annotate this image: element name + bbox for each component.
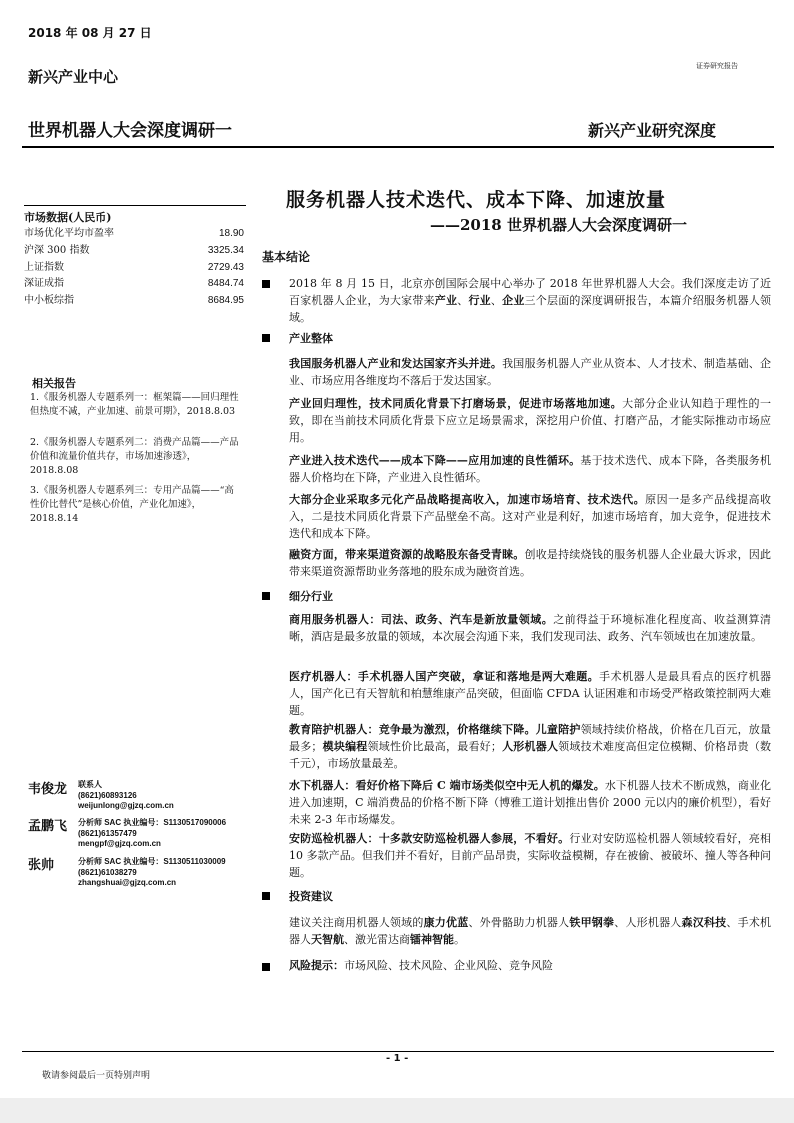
header-rule [22, 146, 774, 148]
subsection-heading: 产业整体 [289, 332, 333, 345]
market-value: 2729.43 [207, 262, 244, 273]
bullet-icon [262, 280, 270, 288]
market-label: 市场优化平均市盈率 [24, 228, 114, 239]
org-name: 新兴产业中心 [28, 68, 119, 86]
page-number: - 1 - [386, 1053, 409, 1064]
market-value: 8684.95 [207, 295, 244, 306]
analyst-role: 分析师 SAC 执业编号：S1130511030009 [78, 857, 226, 866]
market-label: 深证成指 [24, 278, 64, 289]
bullet-icon [262, 892, 270, 900]
related-report-item[interactable]: 3.《服务机器人专题系列三：专用产品篇——“高性价比替代”是核心价值，产业化加速》，2018.8.14 [30, 485, 234, 524]
analyst-role: 分析师 SAC 执业编号：S1130517090006 [78, 818, 227, 827]
intro-paragraph: 2018 年 8 月 15 日，北京亦创国际会展中心举办了 2018 年世界机器人大会。我们深度走访了近百家机器人企业，为大家带来产业、行业、企业三个层面的深度调研报告，本篇介绍服务机器人领域。 [289, 277, 772, 324]
segment-paragraph: 安防巡检机器人：十多款安防巡检机器人参展，不看好。行业对安防巡检机器人领域较看好，亮相 10 多款产品。但我们并不看好，目前产品昂贵，实际收益模糊，存在被偷、被破坏、撞人等各种问题。 [289, 832, 772, 879]
subsection-heading: 细分行业 [289, 590, 333, 603]
industry-paragraph: 融资方面，带来渠道资源的战略股东备受青睐。创收是持续烧钱的服务机器人企业最大诉求，因此带来渠道资源帮助业务落地的股东成为融资首选。 [289, 548, 771, 578]
analyst-name: 张帅 [28, 858, 55, 873]
segment-paragraph: 商用服务机器人：司法、政务、汽车是新放量领域。之前得益于环境标准化程度高、收益测算清晰，酒店是最多放量的领域，本次展会沟通下来，我们发现司法、政务、汽车领域也在加速放量。 [289, 613, 771, 643]
bullet-icon [262, 592, 270, 600]
market-value: 18.90 [218, 228, 244, 239]
industry-paragraph: 大部分企业采取多元化产品战略提高收入，加速市场培育、技术迭代。原因一是多产品线提高收入，二是技术同质化背景下产品壁垒不高。这对产业是利好，加速市场培育，加大竞争，促进技术迭代和成本下降。 [289, 493, 772, 540]
report-type: 证券研究报告 [696, 62, 738, 70]
industry-paragraph: 产业回归理性，技术同质化背景下打磨场景，促进市场落地加速。大部分企业认知趋于理性的一致，即在当前技术同质化背景下应立足场景需求，深挖用户价值、打磨产品，才能实际推动市场应用。 [289, 397, 772, 444]
analyst-email[interactable]: mengpf@gjzq.com.cn [78, 839, 161, 848]
analyst-name: 孟鹏飞 [28, 819, 68, 834]
subsection-heading: 投资建议 [289, 890, 333, 903]
bullet-icon [262, 334, 270, 342]
market-value: 8484.74 [207, 278, 244, 289]
analyst-contact [78, 857, 226, 889]
analyst-phone: (8621)61357479 [78, 828, 137, 838]
analyst-phone: (8621)61038279 [78, 867, 137, 877]
section-heading: 基本结论 [262, 250, 311, 264]
series-title: 世界机器人大会深度调研一 [28, 121, 232, 141]
related-reports-heading: 相关报告 [32, 377, 76, 390]
related-report-item[interactable]: 2.《服务机器人专题系列二：消费产品篇——产品价值和流量价值共存，市场加速渗透》，2018.8.08 [30, 437, 239, 476]
risk-paragraph: 风险提示：市场风险、技术风险、企业风险、竞争风险 [289, 959, 553, 972]
footer-rule [22, 1051, 774, 1052]
main-title: 服务机器人技术迭代、成本下降、加速放量 [286, 189, 667, 211]
sub-title: ——2018 世界机器人大会深度调研一 [430, 216, 687, 234]
market-data-heading: 市场数据(人民币) [24, 211, 112, 224]
analyst-email[interactable]: zhangshuai@gjzq.com.cn [78, 878, 177, 887]
analyst-contact [78, 780, 174, 812]
analyst-email[interactable]: weijunlong@gjzq.com.cn [78, 801, 174, 810]
bullet-icon [262, 963, 270, 971]
industry-paragraph: 我国服务机器人产业和发达国家齐头并进。我国服务机器人产业从资本、人才技术、制造基础、企业、市场应用各维度均不落后于发达国家。 [289, 357, 772, 387]
industry-paragraph: 产业进入技术迭代——成本下降——应用加速的良性循环。基于技术迭代、成本下降，各类服务机器人价格均在下降，产业进入良性循环。 [289, 454, 772, 484]
market-value: 3325.34 [207, 245, 244, 256]
related-report-item[interactable]: 1.《服务机器人专题系列一：框架篇——回归理性但热度不减，产业加速、前景可期》，2018.8.03 [30, 392, 239, 417]
segment-paragraph: 教育陪护机器人：竞争最为激烈，价格继续下降。儿童陪护领域持续价格战，价格在几百元，放量最多；模块编程领域性价比最高，最看好；人形机器人领域技术难度高但定位模糊、价格昂贵（数千元），市场放量最差。 [289, 723, 772, 770]
segment-paragraph: 医疗机器人：手术机器人国产突破，拿证和落地是两大难题。手术机器人是最具看点的医疗机器人，国产化已有天智航和柏慧维康产品突破，但面临 CFDA 认证困难和市场受严格政策控制两大难题。 [289, 670, 772, 717]
sidebar-top-rule [24, 205, 246, 206]
market-label: 中小板综指 [24, 295, 74, 306]
analyst-phone: (8621)60893126 [78, 790, 137, 800]
market-label: 上证指数 [24, 262, 64, 273]
investment-paragraph: 建议关注商用机器人领域的康力优蓝、外骨骼助力机器人铁甲钢拳、人形机器人森汉科技、手术机器人天智航、激光雷达商镭神智能。 [289, 916, 772, 946]
report-date: 2018 年 08 月 27 日 [28, 26, 152, 40]
page-bottom-band [0, 1098, 794, 1123]
disclaimer-note: 敬请参阅最后一页特别声明 [42, 1071, 151, 1081]
market-label: 沪深 300 指数 [24, 245, 90, 256]
analyst-name: 韦俊龙 [28, 782, 68, 797]
analyst-role: 联系人 [78, 780, 102, 789]
report-category: 新兴产业研究深度 [588, 121, 717, 140]
analyst-contact [78, 818, 226, 850]
segment-paragraph: 水下机器人：看好价格下降后 C 端市场类似空中无人机的爆发。水下机器人技术不断成熟，商业化进入加速期，C 端消费品的价格不断下降（博雅工道计划推出售价 2000 元以内的廉价机型），看好未来 2-3 年市场爆发。 [289, 779, 771, 826]
